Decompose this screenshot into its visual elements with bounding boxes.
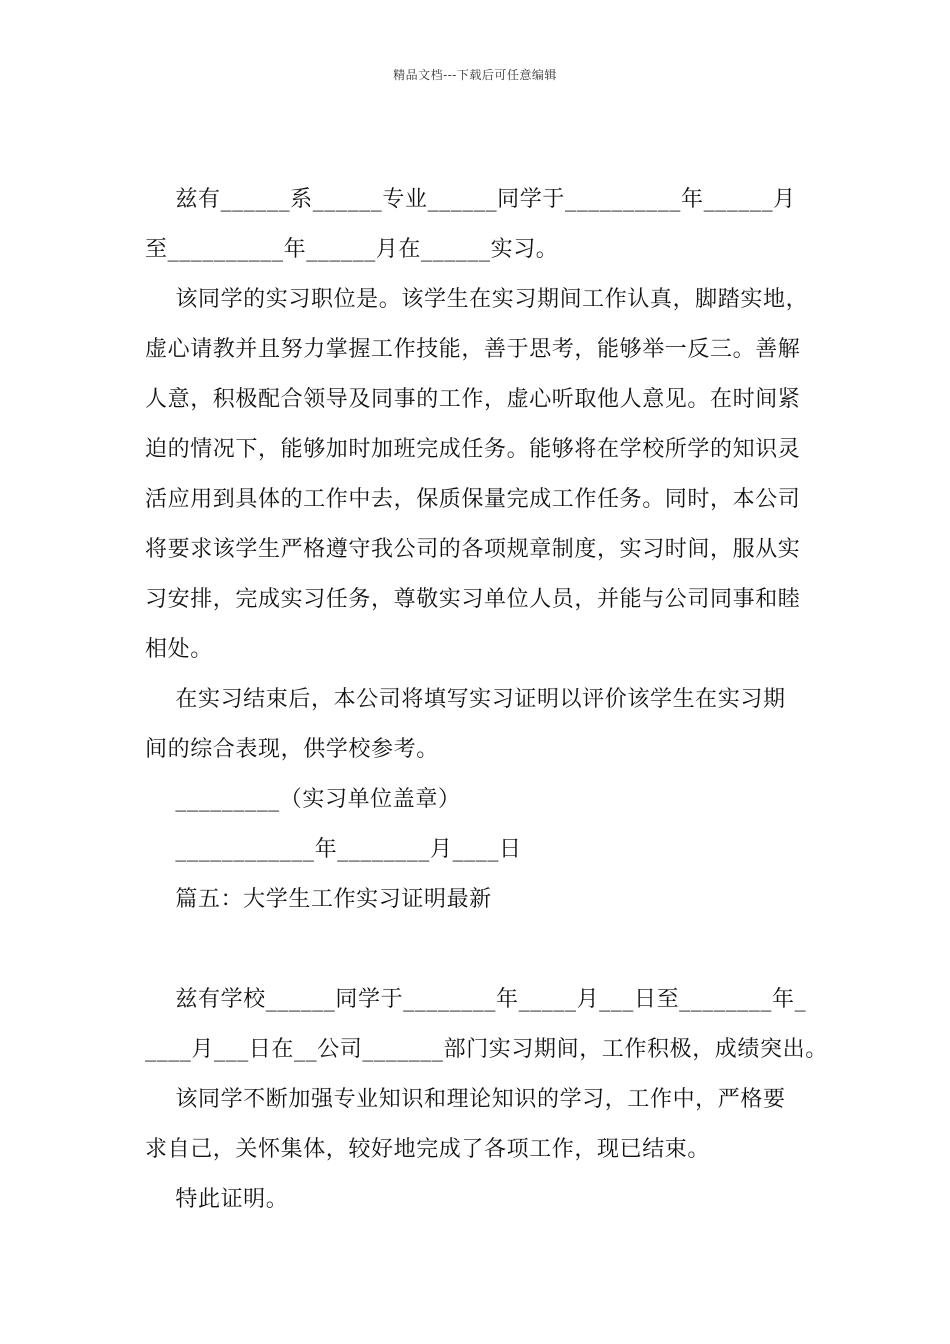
paragraph-line: 活应用到具体的工作中去，保质保量完成工作任务。同时，本公司 — [145, 487, 801, 512]
paragraph-line: 间的综合表现，供学校参考。 — [145, 737, 439, 762]
paragraph-line: 兹有学校______同学于________年_____月___日至________年_ — [145, 987, 807, 1012]
paragraph-line: 迫的情况下，能够加时加班完成任务。能够将在学校所学的知识灵 — [145, 437, 801, 462]
paragraph-line: 兹有______系______专业______同学于__________年______月 — [145, 187, 796, 212]
section-title: 篇五：大学生工作实习证明最新 — [145, 887, 492, 912]
paragraph-line: 求自己，关怀集体，较好地完成了各项工作，现已结束。 — [145, 1137, 711, 1162]
paragraph-line: 习安排，完成实习任务，尊敬实习单位人员，并能与公司同事和睦 — [145, 587, 801, 612]
seal-line: _________（实习单位盖章） — [145, 787, 461, 812]
paragraph-line: 该同学的实习职位是。该学生在实习期间工作认真，脚踏实地， — [145, 287, 809, 312]
paragraph-line: 在实习结束后，本公司将填写实习证明以评价该学生在实习期 — [145, 687, 786, 712]
paragraph-line: 将要求该学生严格遵守我公司的各项规章制度，实习时间，服从实 — [145, 537, 801, 562]
paragraph-line: 至__________年______月在______实习。 — [145, 237, 559, 262]
page-header: 精品文档---下载后可任意编辑 — [393, 68, 557, 82]
paragraph-line: 该同学不断加强专业知识和理论知识的学习，工作中，严格要 — [145, 1087, 786, 1112]
paragraph-line: ____月___日在__公司_______部门实习期间，工作积极，成绩突出。 — [145, 1037, 828, 1062]
paragraph-line: 虚心请教并且努力掌握工作技能，善于思考，能够举一反三。善解 — [145, 337, 801, 362]
closing-line: 特此证明。 — [145, 1187, 289, 1212]
paragraph-line: 相处。 — [145, 637, 213, 662]
paragraph-line: 人意，积极配合领导及同事的工作，虚心听取他人意见。在时间紧 — [145, 387, 801, 412]
date-line: ____________年________月____日 — [145, 837, 522, 862]
